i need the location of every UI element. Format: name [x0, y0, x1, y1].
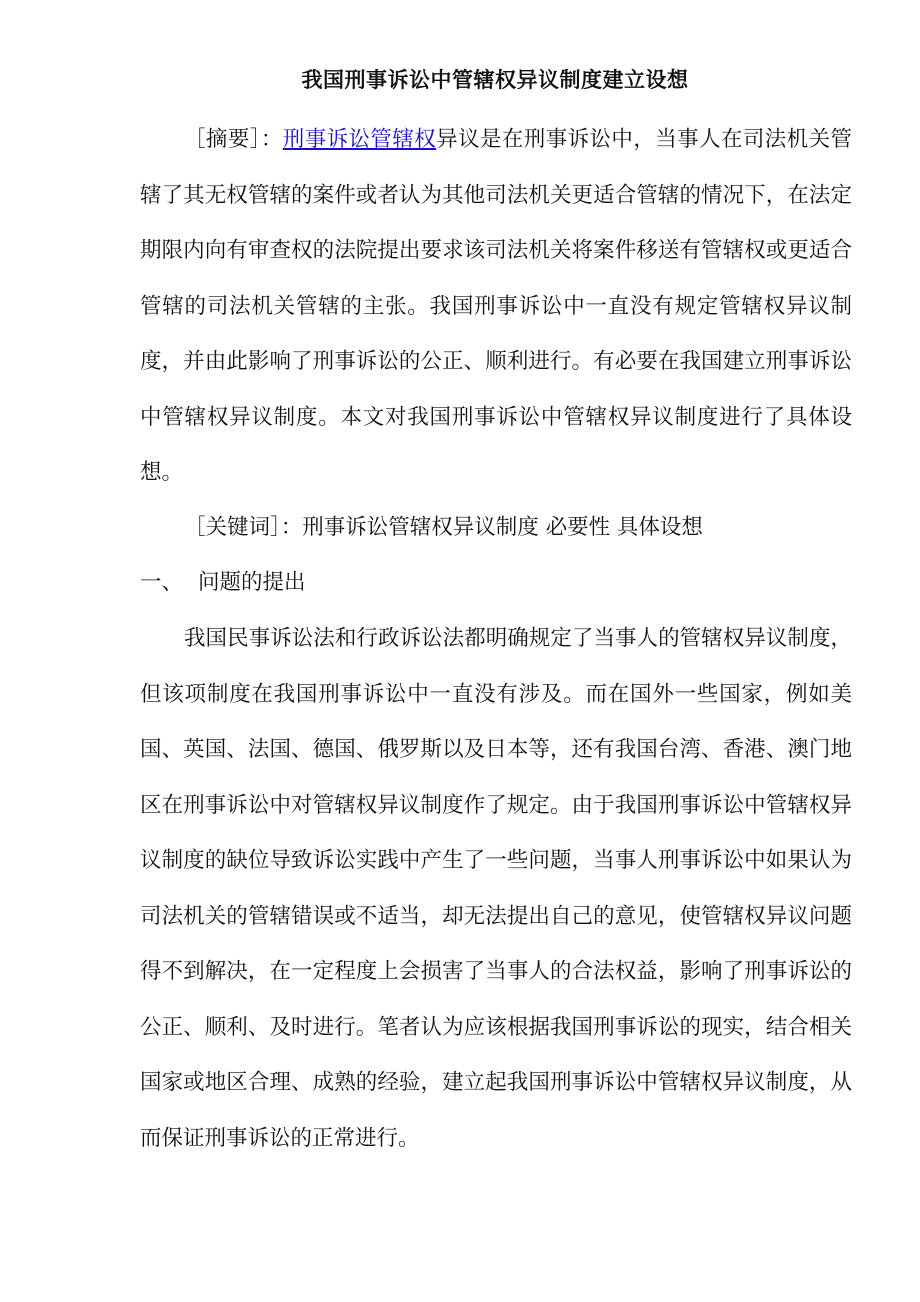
- keywords-label: ［关键词］：: [184, 515, 303, 540]
- abstract-paragraph: [140, 112, 852, 501]
- abstract-text: 异议是在刑事诉讼中，当事人在司法机关管辖了其无权管辖的案件或者认为其他司法机关更适合管辖的情况下，在法定期限内向有审查权的法院提出要求该司法机关将案件移送有管辖权或更适合管辖的司法机关管辖的主张。我国刑事诉讼中一直没有规定管辖权异议制度，并由此影响了刑事诉讼的公正、顺利进行。有必要在我国建立刑事诉讼中管辖权异议制度。本文对我国刑事诉讼中管辖权异议制度进行了具体设想。: [140, 127, 852, 485]
- document-title: 我国刑事诉讼中管辖权异议制度建立设想: [301, 68, 689, 92]
- section-number: 一、: [140, 570, 184, 595]
- section-heading: [140, 555, 852, 611]
- abstract-label: ［摘要］：: [184, 127, 283, 152]
- section-heading-text: 问题的提出: [198, 570, 306, 595]
- section-paragraph: 我国民事诉讼法和行政诉讼法都明确规定了当事人的管辖权异议制度，但该项制度在我国刑事诉讼中一直没有涉及。而在国外一些国家，例如美国、英国、法国、德国、俄罗斯以及日本等，还有我国台湾、香港、澳门地区在刑事诉讼中对管辖权异议制度作了规定。由于我国刑事诉讼中管辖权异议制度的缺位导致诉讼实践中产生了一些问题，当事人刑事诉讼中如果认为司法机关的管辖错误或不适当，却无法提出自己的意见，使管辖权异议问题得不到解决，在一定程度上会损害了当事人的合法权益，影响了刑事诉讼的公正、顺利、及时进行。笔者认为应该根据我国刑事诉讼的现实，结合相关国家或地区合理、成熟的经验，建立起我国刑事诉讼中管辖权异议制度，从而保证刑事诉讼的正常进行。: [140, 626, 852, 1151]
- keywords-paragraph: [140, 500, 852, 556]
- abstract-link[interactable]: 刑事诉讼管辖权: [282, 127, 437, 152]
- keywords-text: 刑事诉讼管辖权异议制度 必要性 具体设想: [302, 515, 703, 540]
